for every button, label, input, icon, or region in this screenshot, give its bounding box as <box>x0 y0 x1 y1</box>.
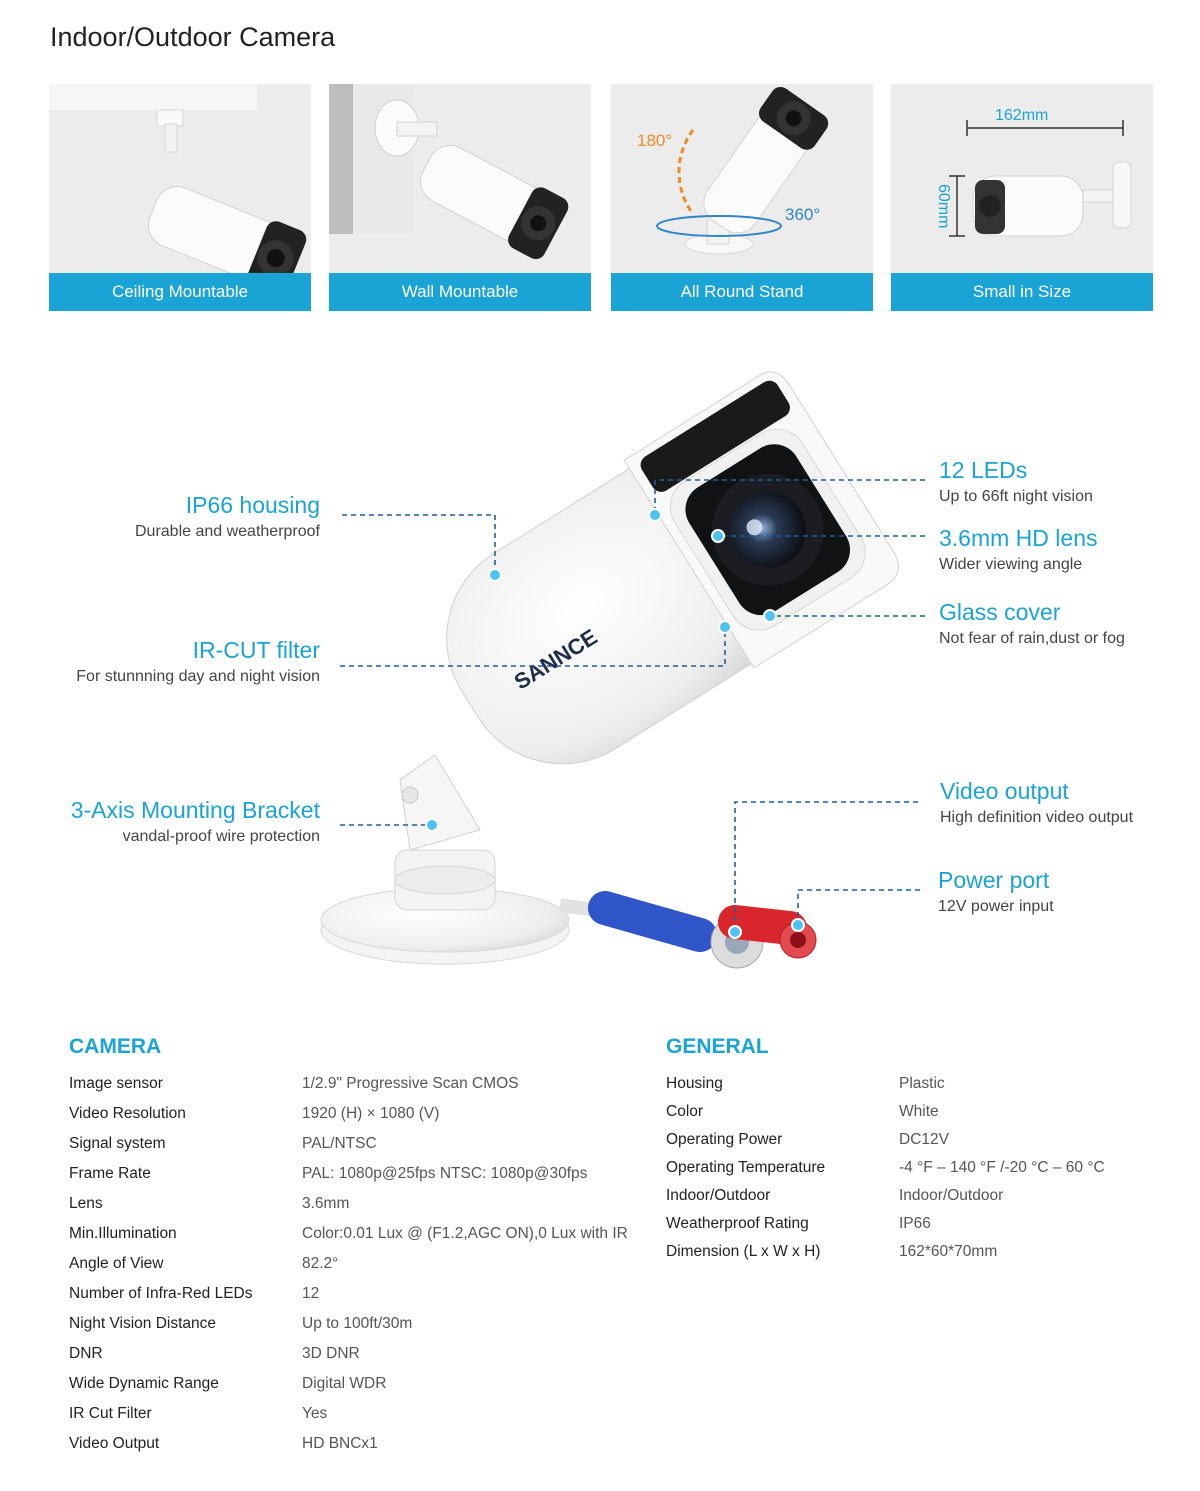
callout-subtitle: Durable and weatherproof <box>134 523 320 540</box>
spec-value: White <box>899 1103 939 1120</box>
brand-logo: SANNCE <box>509 624 602 695</box>
callout-leds <box>939 457 1093 506</box>
callout-ircut <box>20 637 320 686</box>
feature-label: All Round Stand <box>611 273 873 311</box>
general-specs-heading: GENERAL <box>666 1035 769 1058</box>
callout-title: 3-Axis Mounting Bracket <box>70 797 320 823</box>
callout-subtitle: Up to 66ft night vision <box>939 488 1093 505</box>
callout-glass <box>939 599 1125 648</box>
feature-label: Ceiling Mountable <box>49 273 311 311</box>
page-title: Indoor/Outdoor Camera <box>50 22 336 52</box>
feature-label: Small in Size <box>891 273 1153 311</box>
spec-key: Housing <box>666 1075 723 1092</box>
spec-key: Lens <box>69 1195 103 1212</box>
camera-dimensions-icon <box>891 84 1153 273</box>
spec-key: Dimension (L x W x H) <box>666 1243 821 1260</box>
feature-tile-size <box>891 84 1153 311</box>
spec-value: 162*60*70mm <box>899 1243 998 1260</box>
spec-key: Operating Power <box>666 1131 783 1148</box>
spec-value: 3.6mm <box>302 1195 350 1212</box>
spec-key: Night Vision Distance <box>69 1315 217 1332</box>
spec-key: Video Output <box>69 1435 160 1452</box>
feature-tile-stand <box>611 84 873 311</box>
callout-title: 3.6mm HD lens <box>939 525 1098 551</box>
callout-title: IR-CUT filter <box>192 637 320 663</box>
spec-value: 82.2° <box>302 1255 339 1272</box>
callout-title: 12 LEDs <box>939 457 1028 483</box>
wall-mount-camera-icon <box>329 84 591 273</box>
spec-key: Operating Temperature <box>666 1159 826 1176</box>
spec-key: Weatherproof Rating <box>666 1215 809 1232</box>
spec-key: Min.Illumination <box>69 1225 177 1242</box>
callout-subtitle: Wider viewing angle <box>939 556 1083 573</box>
callout-subtitle: vandal-proof wire protection <box>122 828 320 845</box>
rotating-camera-icon <box>611 84 873 273</box>
callout-bracket <box>20 797 320 846</box>
spec-key: Wide Dynamic Range <box>69 1375 219 1392</box>
spec-key: Signal system <box>69 1135 166 1152</box>
spec-key: Color <box>666 1103 704 1120</box>
ceiling-mount-camera-icon <box>49 84 311 273</box>
callout-title: IP66 housing <box>185 492 320 518</box>
height-text: 60mm <box>935 184 952 229</box>
camera-specs-heading: CAMERA <box>69 1035 162 1058</box>
spec-key: Image sensor <box>69 1075 163 1092</box>
callout-video <box>940 778 1133 827</box>
callout-subtitle: 12V power input <box>938 898 1054 915</box>
feature-tile-ceiling <box>49 84 311 311</box>
callout-subtitle: Not fear of rain,dust or fog <box>939 630 1125 647</box>
feature-label: Wall Mountable <box>329 273 591 311</box>
callout-title: Power port <box>938 867 1050 893</box>
spec-value: 3D DNR <box>302 1345 360 1362</box>
spec-value: -4 °F – 140 °F /-20 °C – 60 °C <box>899 1159 1105 1176</box>
spec-key: DNR <box>69 1345 103 1362</box>
spec-value: Plastic <box>899 1075 945 1092</box>
callout-title: Glass cover <box>939 599 1061 625</box>
spec-value: Up to 100ft/30m <box>302 1315 413 1332</box>
spec-value: Indoor/Outdoor <box>899 1187 1004 1204</box>
spec-value: HD BNCx1 <box>302 1435 378 1452</box>
spec-value: 12 <box>302 1285 320 1302</box>
rotation-horizontal-text: 360° <box>785 205 821 224</box>
callout-ip66 <box>20 492 320 541</box>
spec-value: 1/2.9" Progressive Scan CMOS <box>302 1075 519 1092</box>
spec-value: 1920 (H) × 1080 (V) <box>302 1105 440 1122</box>
callout-subtitle: For stunnning day and night vision <box>76 668 320 685</box>
spec-value: IP66 <box>899 1215 931 1232</box>
feature-tile-wall <box>329 84 591 311</box>
callout-lens <box>939 525 1097 574</box>
spec-key: IR Cut Filter <box>69 1405 152 1422</box>
rotation-vertical-text: 180° <box>637 131 673 150</box>
spec-value: Yes <box>302 1405 328 1422</box>
callout-title: Video output <box>940 778 1069 804</box>
spec-value: Color:0.01 Lux @ (F1.2,AGC ON),0 Lux with IR <box>302 1225 628 1242</box>
spec-key: Indoor/Outdoor <box>666 1187 771 1204</box>
spec-value: PAL/NTSC <box>302 1135 377 1152</box>
spec-key: Frame Rate <box>69 1165 151 1182</box>
spec-key: Angle of View <box>69 1255 164 1272</box>
callout-power <box>938 867 1054 916</box>
spec-key: Video Resolution <box>69 1105 186 1122</box>
callout-subtitle: High definition video output <box>940 809 1134 826</box>
spec-value: DC12V <box>899 1131 949 1148</box>
spec-key: Number of Infra-Red LEDs <box>69 1285 253 1302</box>
spec-value: PAL: 1080p@25fps NTSC: 1080p@30fps <box>302 1165 588 1182</box>
spec-value: Digital WDR <box>302 1375 387 1392</box>
length-text: 162mm <box>995 107 1049 124</box>
